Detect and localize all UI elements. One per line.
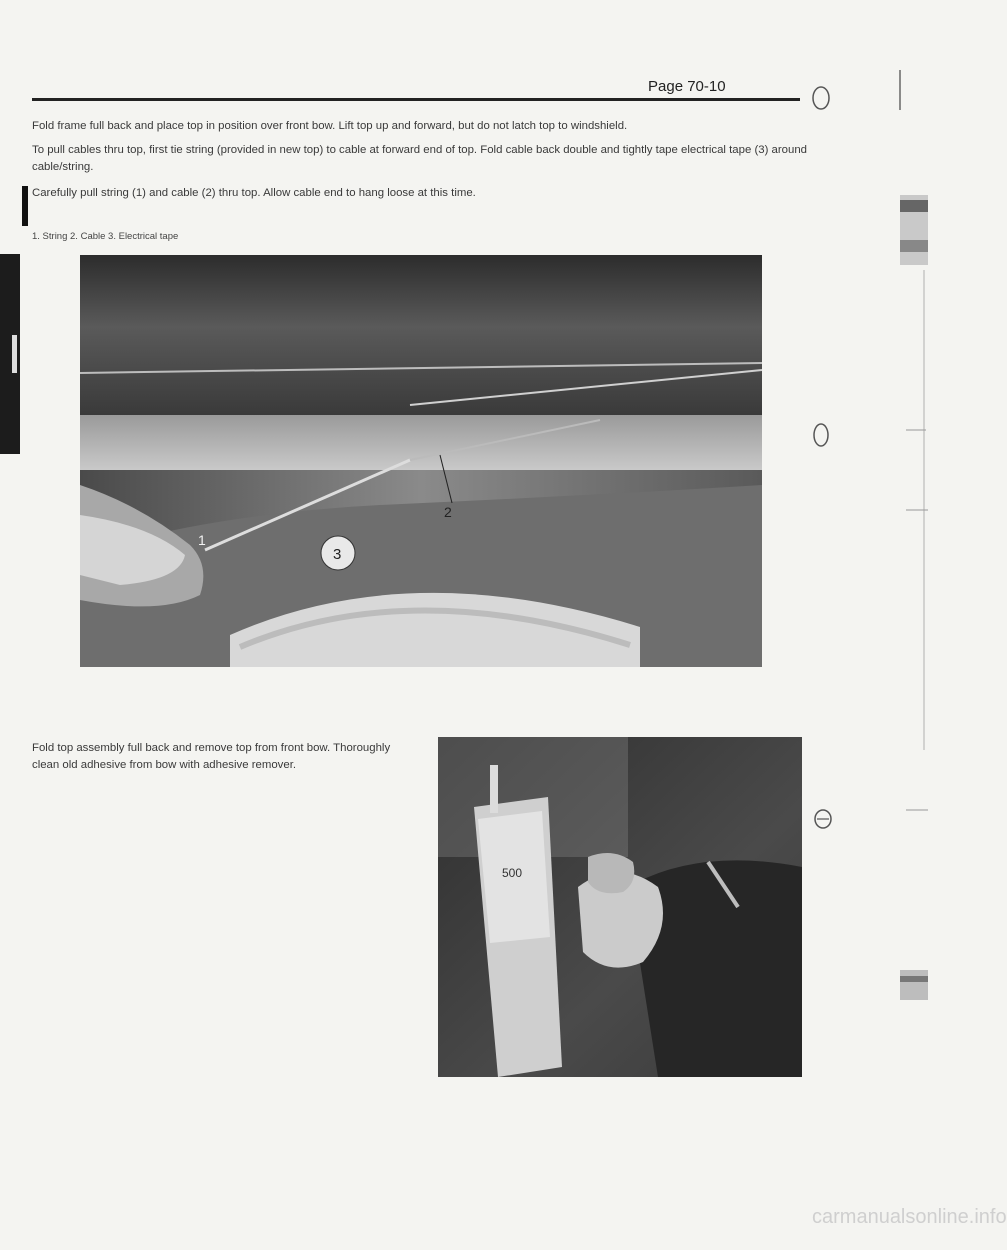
scan-edge-shadow (0, 254, 20, 454)
watermark-text: carmanualsonline.info (812, 1206, 1007, 1228)
adhesive-removal-photo (438, 737, 802, 1077)
instruction-paragraph-1: Fold frame full back and place top in position over front bow. Lift top up and forward, but do not latch top to windshield. (32, 120, 628, 132)
instruction-paragraph-4: Fold top assembly full back and remove top from front bow. Thoroughly clean old adhesive from bow with adhesive remover. (32, 742, 391, 771)
page-number: Page 70-10 (648, 78, 726, 95)
instruction-paragraph-3: Carefully pull string (1) and cable (2) thru top. Allow cable end to hang loose at this time. (32, 187, 476, 199)
figure-caption: 1. String 2. Cable 3. Electrical tape (32, 231, 179, 242)
callout-3: 3 (333, 546, 342, 563)
watermark (800, 1198, 1007, 1238)
scan-edge-highlight (12, 335, 17, 373)
header-rule (32, 98, 800, 101)
scan-margin-artifacts (806, 70, 960, 1250)
change-bar (22, 186, 28, 226)
callout-1: 1 (198, 532, 206, 548)
can-label: 500 (502, 866, 523, 880)
callout-2: 2 (444, 504, 452, 520)
cable-pull-photo (80, 255, 762, 667)
instruction-paragraph-2: To pull cables thru top, first tie string (provided in new top) to cable at forward end of top. Fold cable back double and tightly tape electrical tape (3) around cable/string. (32, 144, 808, 173)
